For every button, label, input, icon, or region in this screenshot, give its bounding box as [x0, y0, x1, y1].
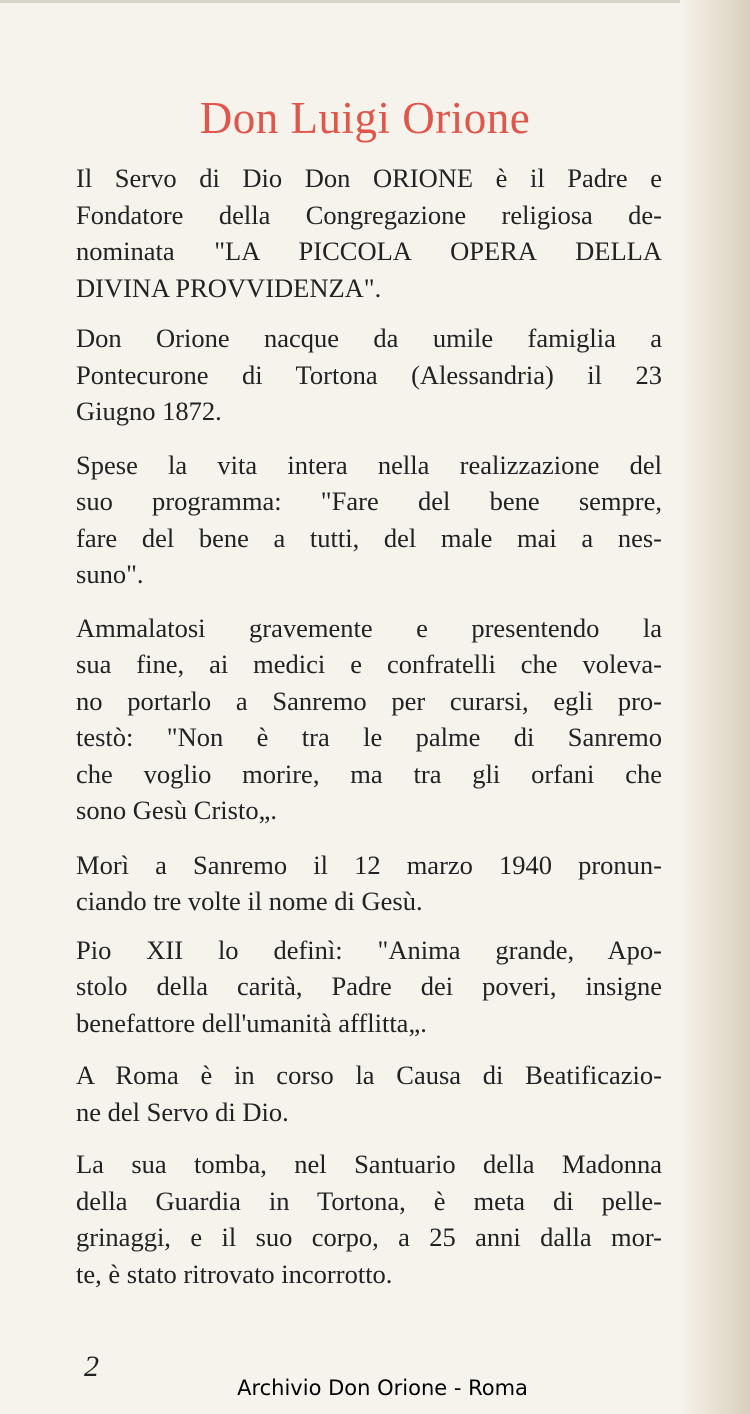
text-line: fare del bene a tutti, del male mai a nes- — [76, 522, 662, 553]
text-line: Don Orione nacque da umile famiglia a — [76, 323, 662, 353]
text-line: Pontecurone di Tortona (Alessandria) il 23 — [76, 359, 662, 390]
text-line: benefattore dell'umanità afflitta„. — [76, 1007, 427, 1038]
document-body — [76, 160, 662, 1292]
text-line: te, è stato ritrovato incorrotto. — [76, 1258, 393, 1289]
text-line: suo programma: "Fare del bene sempre, — [76, 486, 662, 516]
page-number: 2 — [84, 1350, 99, 1383]
paragraph-illness — [76, 610, 662, 829]
text-line: suno". — [76, 559, 144, 589]
text-line: ciando tre volte il nome di Gesù. — [76, 886, 423, 916]
text-line: grinaggi, e il suo corpo, a 25 anni dalla mor- — [76, 1222, 662, 1252]
paragraph-program — [76, 447, 662, 593]
paragraph-pius-xii — [76, 932, 662, 1042]
page-binding-shadow — [680, 0, 750, 1414]
paragraph-beatification — [76, 1057, 662, 1130]
text-line: Pio XII lo definì: "Anima grande, Apo- — [76, 934, 662, 965]
text-line: Morì a Sanremo il 12 marzo 1940 pronun- — [76, 849, 662, 880]
paragraph-founder — [76, 160, 662, 306]
archive-watermark: Archivio Don Orione - Roma — [237, 1376, 528, 1400]
page-top-edge — [0, 0, 680, 3]
paragraph-birth — [76, 320, 662, 430]
text-line: Spese la vita intera nella realizzazione del — [76, 449, 662, 480]
paragraph-death — [76, 847, 662, 920]
text-line: DIVINA PROVVIDENZA". — [76, 272, 382, 303]
text-line: Fondatore della Congregazione religiosa de- — [76, 199, 662, 230]
text-line: Ammalatosi gravemente e presentendo la — [76, 612, 662, 643]
text-line: sua fine, ai medici e confratelli che voleva- — [76, 649, 662, 679]
text-line: nominata "LA PICCOLA OPERA DELLA — [76, 236, 662, 266]
text-line: sono Gesù Cristo„. — [76, 795, 277, 825]
text-line: che voglio morire, ma tra gli orfani che — [76, 758, 662, 789]
paragraph-tomb — [76, 1146, 662, 1292]
page-title: Don Luigi Orione — [199, 93, 531, 144]
text-line: ne del Servo di Dio. — [76, 1096, 289, 1127]
text-line: stolo della carità, Padre dei poveri, insigne — [76, 971, 662, 1001]
text-line: A Roma è in corso la Causa di Beatificazio- — [76, 1060, 662, 1090]
text-line: della Guardia in Tortona, è meta di pelle- — [76, 1185, 662, 1216]
text-line: testò: "Non è tra le palme di Sanremo — [76, 722, 662, 752]
text-line: no portarlo a Sanremo per curarsi, egli pro- — [76, 685, 662, 716]
text-line: La sua tomba, nel Santuario della Madonna — [76, 1149, 662, 1179]
text-line: Il Servo di Dio Don ORIONE è il Padre e — [76, 163, 662, 193]
text-line: Giugno 1872. — [76, 396, 222, 426]
